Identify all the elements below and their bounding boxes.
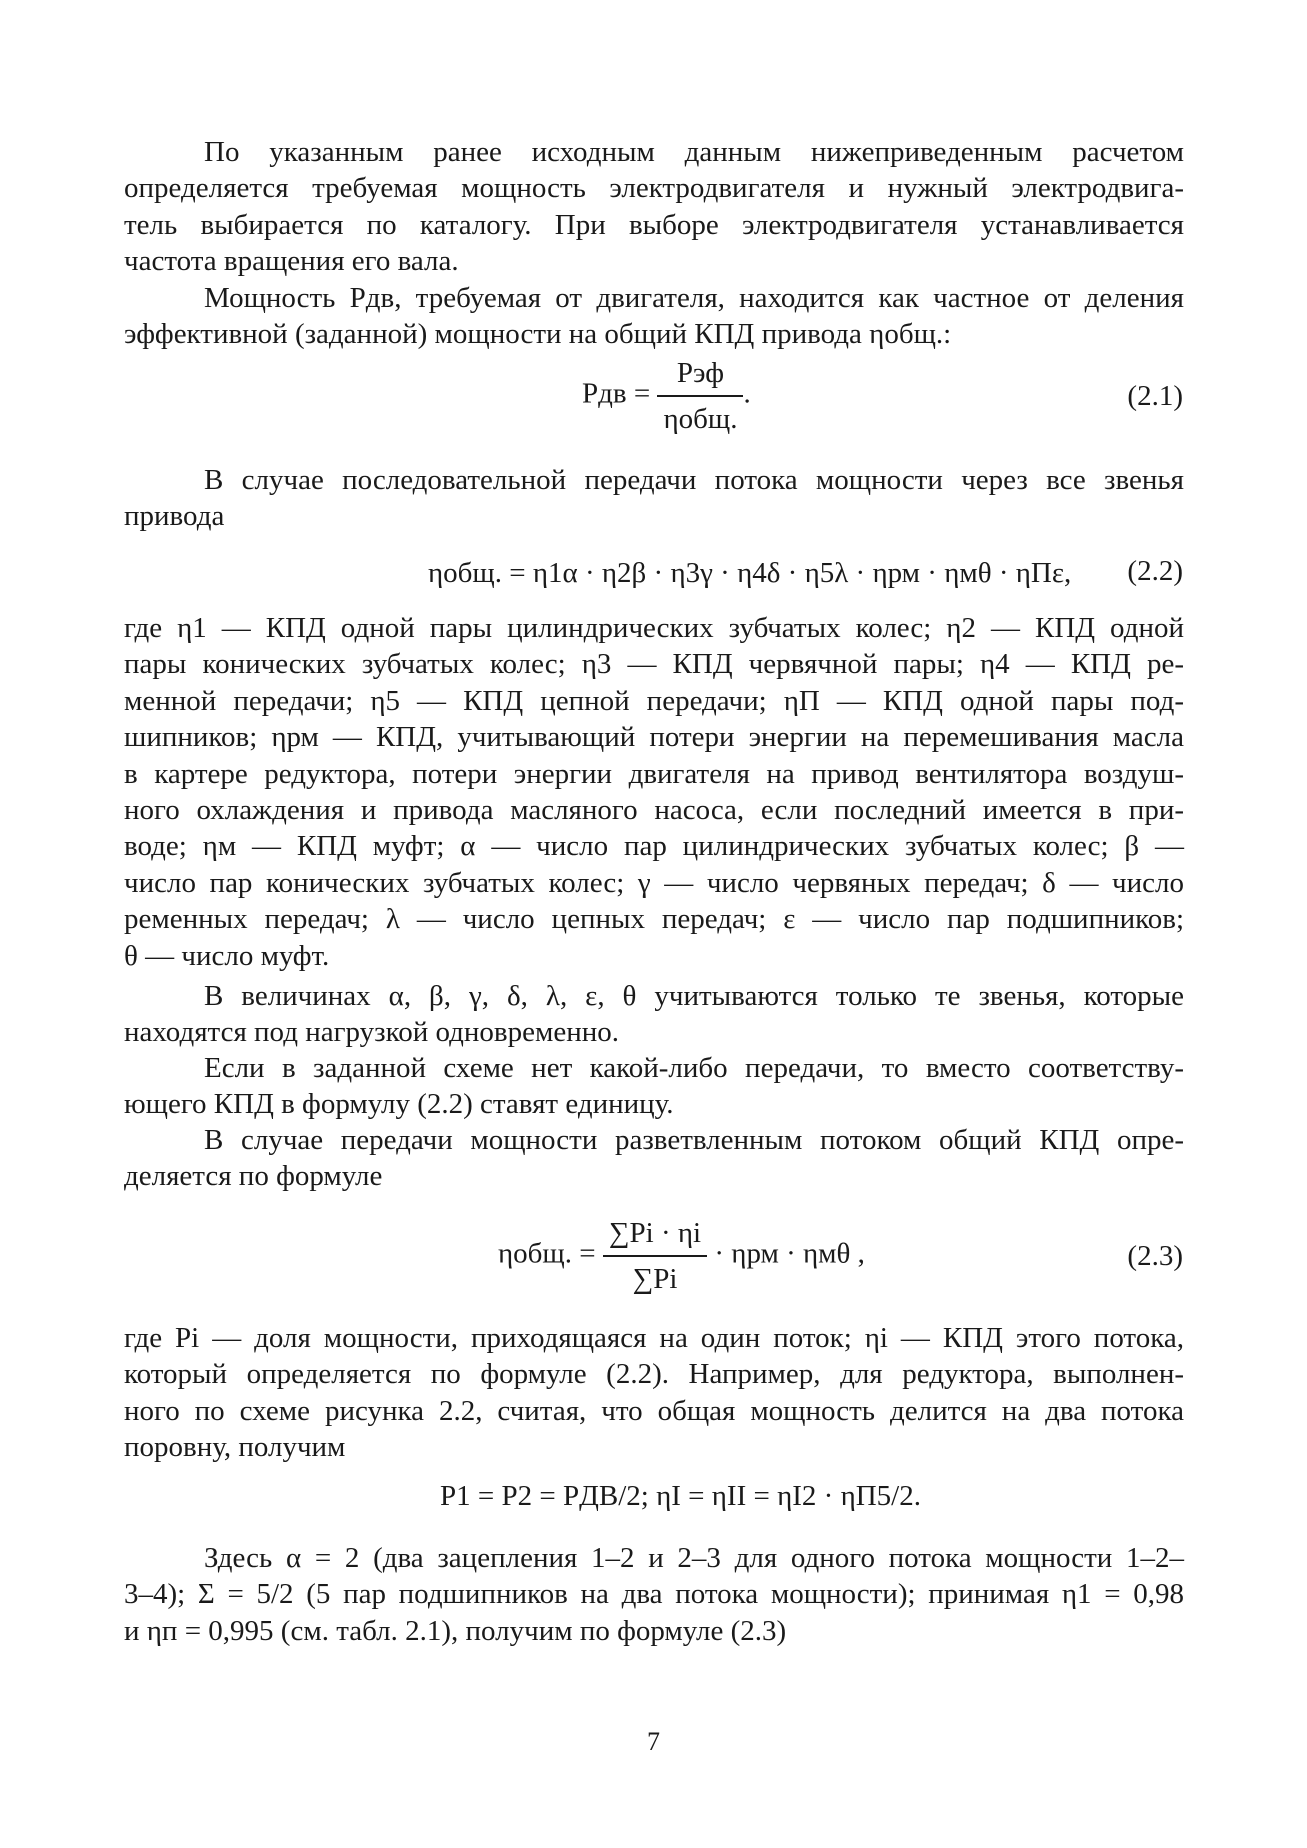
paragraph-power — [124, 280, 1184, 353]
fraction-denominator: ∑Pi — [603, 1255, 707, 1297]
text-line: и ηп = 0,995 (см. табл. 2.1), получим по формуле (2.3) — [124, 1614, 787, 1647]
paragraph-intro — [124, 134, 1184, 280]
page-number: 7 — [647, 1727, 660, 1756]
text-line: поровну, получим — [124, 1431, 346, 1464]
text-line: привода — [124, 500, 225, 533]
text-line: число пар конических зубчатых колес; γ — число червяных передач; δ — число — [124, 866, 1184, 899]
text-line: эффективной (заданной) мощности на общий КПД привода ηобщ.: — [124, 318, 952, 351]
paragraph-share — [124, 1320, 1184, 1466]
text-line: частота вращения его вала. — [124, 245, 459, 278]
text-line: где Pi — доля мощности, приходящаяся на один поток; ηi — КПД этого потока, — [124, 1322, 1184, 1354]
text-line: воде; ηм — КПД муфт; α — число пар цилиндрических зубчатых колес; β — — [124, 830, 1184, 863]
text-line: 3–4); Σ = 5/2 (5 пар подшипников на два потока мощности); принимая η1 = 0,98 — [124, 1578, 1184, 1611]
equation-split-flow: P1 = P2 = PДВ/2; ηI = ηII = ηI2 · ηП5/2. — [440, 1480, 921, 1512]
equation-rhs: · ηрм · ηмθ , — [714, 1237, 865, 1270]
equation-lhs: Pдв — [582, 377, 627, 410]
text-line: определяется требуемая мощность электродвигателя и нужный электродвига- — [124, 172, 1184, 205]
text-line: В случае передачи мощности разветвленным потоком общий КПД опре- — [204, 1124, 1184, 1156]
equation-2-2: ηобщ. = η1α · η2β · η3γ · η4δ · η5λ · ηрм · ηмθ · ηПε, — [428, 557, 1072, 589]
text-line: пары конических зубчатых колес; η3 — КПД червячной пары; η4 — КПД ре- — [124, 648, 1184, 681]
text-line: где η1 — КПД одной пары цилиндрических зубчатых колес; η2 — КПД одной — [124, 612, 1184, 644]
text-line: По указанным ранее исходным данным нижеприведенным расчетом — [204, 136, 1184, 168]
text-line: θ — число муфт. — [124, 939, 330, 972]
text-line: Здесь α = 2 (два зацепления 1–2 и 2–3 для одного потока мощности 1–2– — [204, 1542, 1184, 1574]
equation-fraction — [657, 355, 743, 437]
fraction-denominator: ηобщ. — [657, 395, 743, 437]
equation-fraction — [603, 1215, 707, 1297]
equation-2-3: ηобщ. = $\frac{\sum Pi \cdot \eta i}{\sum Pi}$ · ηрм · ηмθ , — [498, 1217, 865, 1295]
text-line: ющего КПД в формулу (2.2) ставят единицу. — [124, 1088, 674, 1121]
text-line: шипников; ηрм — КПД, учитывающий потери энергии на перемешивания масла — [124, 721, 1184, 754]
paragraph-example — [124, 1540, 1184, 1649]
text-line: Мощность Pдв, требуемая от двигателя, находится как частное от деления — [204, 282, 1184, 314]
paragraph-quantities — [124, 978, 1184, 1051]
equation-number-2-3: (2.3) — [1127, 1240, 1183, 1272]
text-line: менной передачи; η5 — КПД цепной передачи; ηП — КПД одной пары под- — [124, 684, 1184, 717]
text-line: тель выбирается по каталогу. При выборе электродвигателя устанавливается — [124, 208, 1184, 241]
text-line: В случае последовательной передачи потока мощности через все звенья — [204, 464, 1184, 496]
text-line: Если в заданной схеме нет какой-либо передачи, то вместо соответству- — [204, 1052, 1184, 1084]
paragraph-missing-gear — [124, 1050, 1184, 1123]
paragraph-sequential — [124, 462, 1184, 535]
paragraph-definitions — [124, 610, 1184, 974]
text-line: ного по схеме рисунка 2.2, считая, что общая мощность делится на два потока — [124, 1394, 1184, 1427]
equation-number-2-2: (2.2) — [1127, 555, 1183, 587]
text-line: ременных передач; λ — число цепных передач; ε — число пар подшипников; — [124, 903, 1184, 936]
fraction-numerator: ∑Pi · ηi — [608, 1217, 702, 1249]
fraction-numerator: Pэф — [676, 357, 725, 389]
text-line: деляется по формуле — [124, 1160, 383, 1193]
equation-2-1: Pдв = $\frac{\text{Pэф}}{\text{ηобщ.}}$ . — [582, 357, 751, 435]
text-line: ного охлаждения и привода масляного насоса, если последний имеется в при- — [124, 794, 1184, 827]
paragraph-branched — [124, 1122, 1184, 1195]
text-line: в картере редуктора, потери энергии двигателя на привод вентилятора воздуш- — [124, 757, 1184, 790]
text-line: находятся под нагрузкой одновременно. — [124, 1016, 619, 1049]
text-line: В величинах α, β, γ, δ, λ, ε, θ учитываются только те звенья, которые — [204, 980, 1184, 1012]
equation-lhs: ηобщ. — [498, 1237, 573, 1270]
equation-number-2-1: (2.1) — [1127, 380, 1183, 412]
text-line: который определяется по формуле (2.2). Например, для редуктора, выполнен- — [124, 1358, 1184, 1391]
